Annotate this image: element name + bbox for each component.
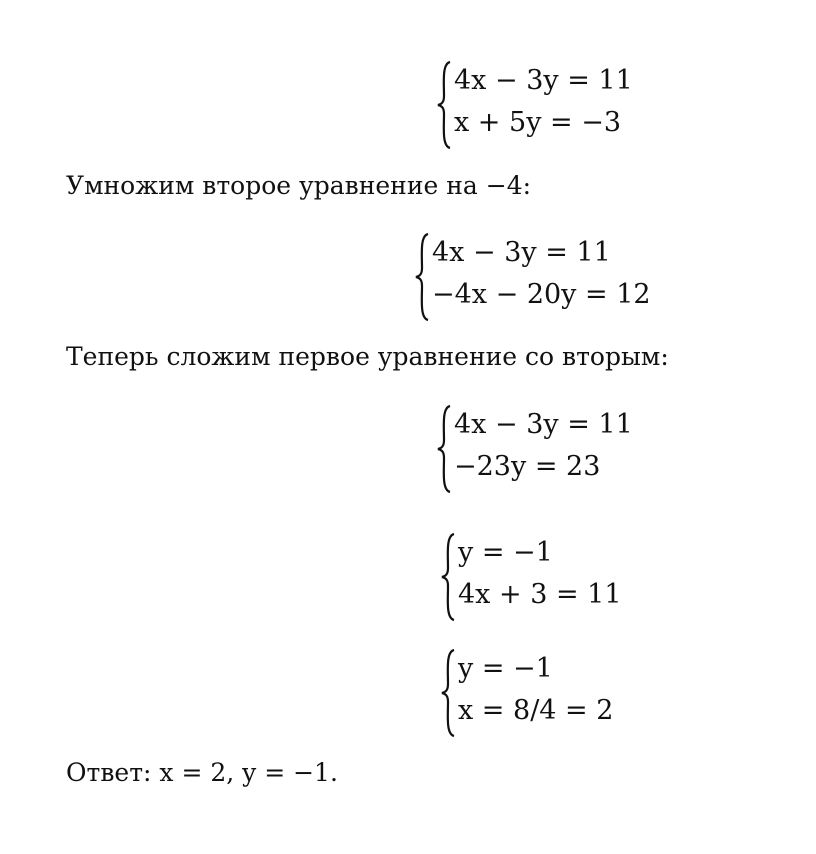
brace-icon (414, 232, 430, 322)
brace-icon (436, 60, 452, 150)
text-multiply-step: Умножим второе уравнение на −4: (66, 171, 532, 200)
equation-line: x + 5y = −3 (454, 107, 622, 138)
equation-line: 4x − 3y = 11 (454, 409, 633, 440)
equation-line: 4x + 3 = 11 (458, 579, 622, 610)
brace-icon (440, 648, 456, 738)
equation-line: 4x − 3y = 11 (432, 237, 611, 268)
equation-line: x = 8/4 = 2 (458, 695, 614, 726)
text-add-step: Теперь сложим первое уравнение со вторым: (66, 342, 669, 371)
equation-line: −4x − 20y = 12 (432, 279, 651, 310)
brace-icon (440, 532, 456, 622)
equation-line: y = −1 (458, 653, 553, 684)
equation-line: 4x − 3y = 11 (454, 65, 633, 96)
equation-line: −23y = 23 (454, 451, 601, 482)
brace-icon (436, 404, 452, 494)
equation-line: y = −1 (458, 537, 553, 568)
text-answer: Ответ: x = 2, y = −1. (66, 758, 338, 787)
